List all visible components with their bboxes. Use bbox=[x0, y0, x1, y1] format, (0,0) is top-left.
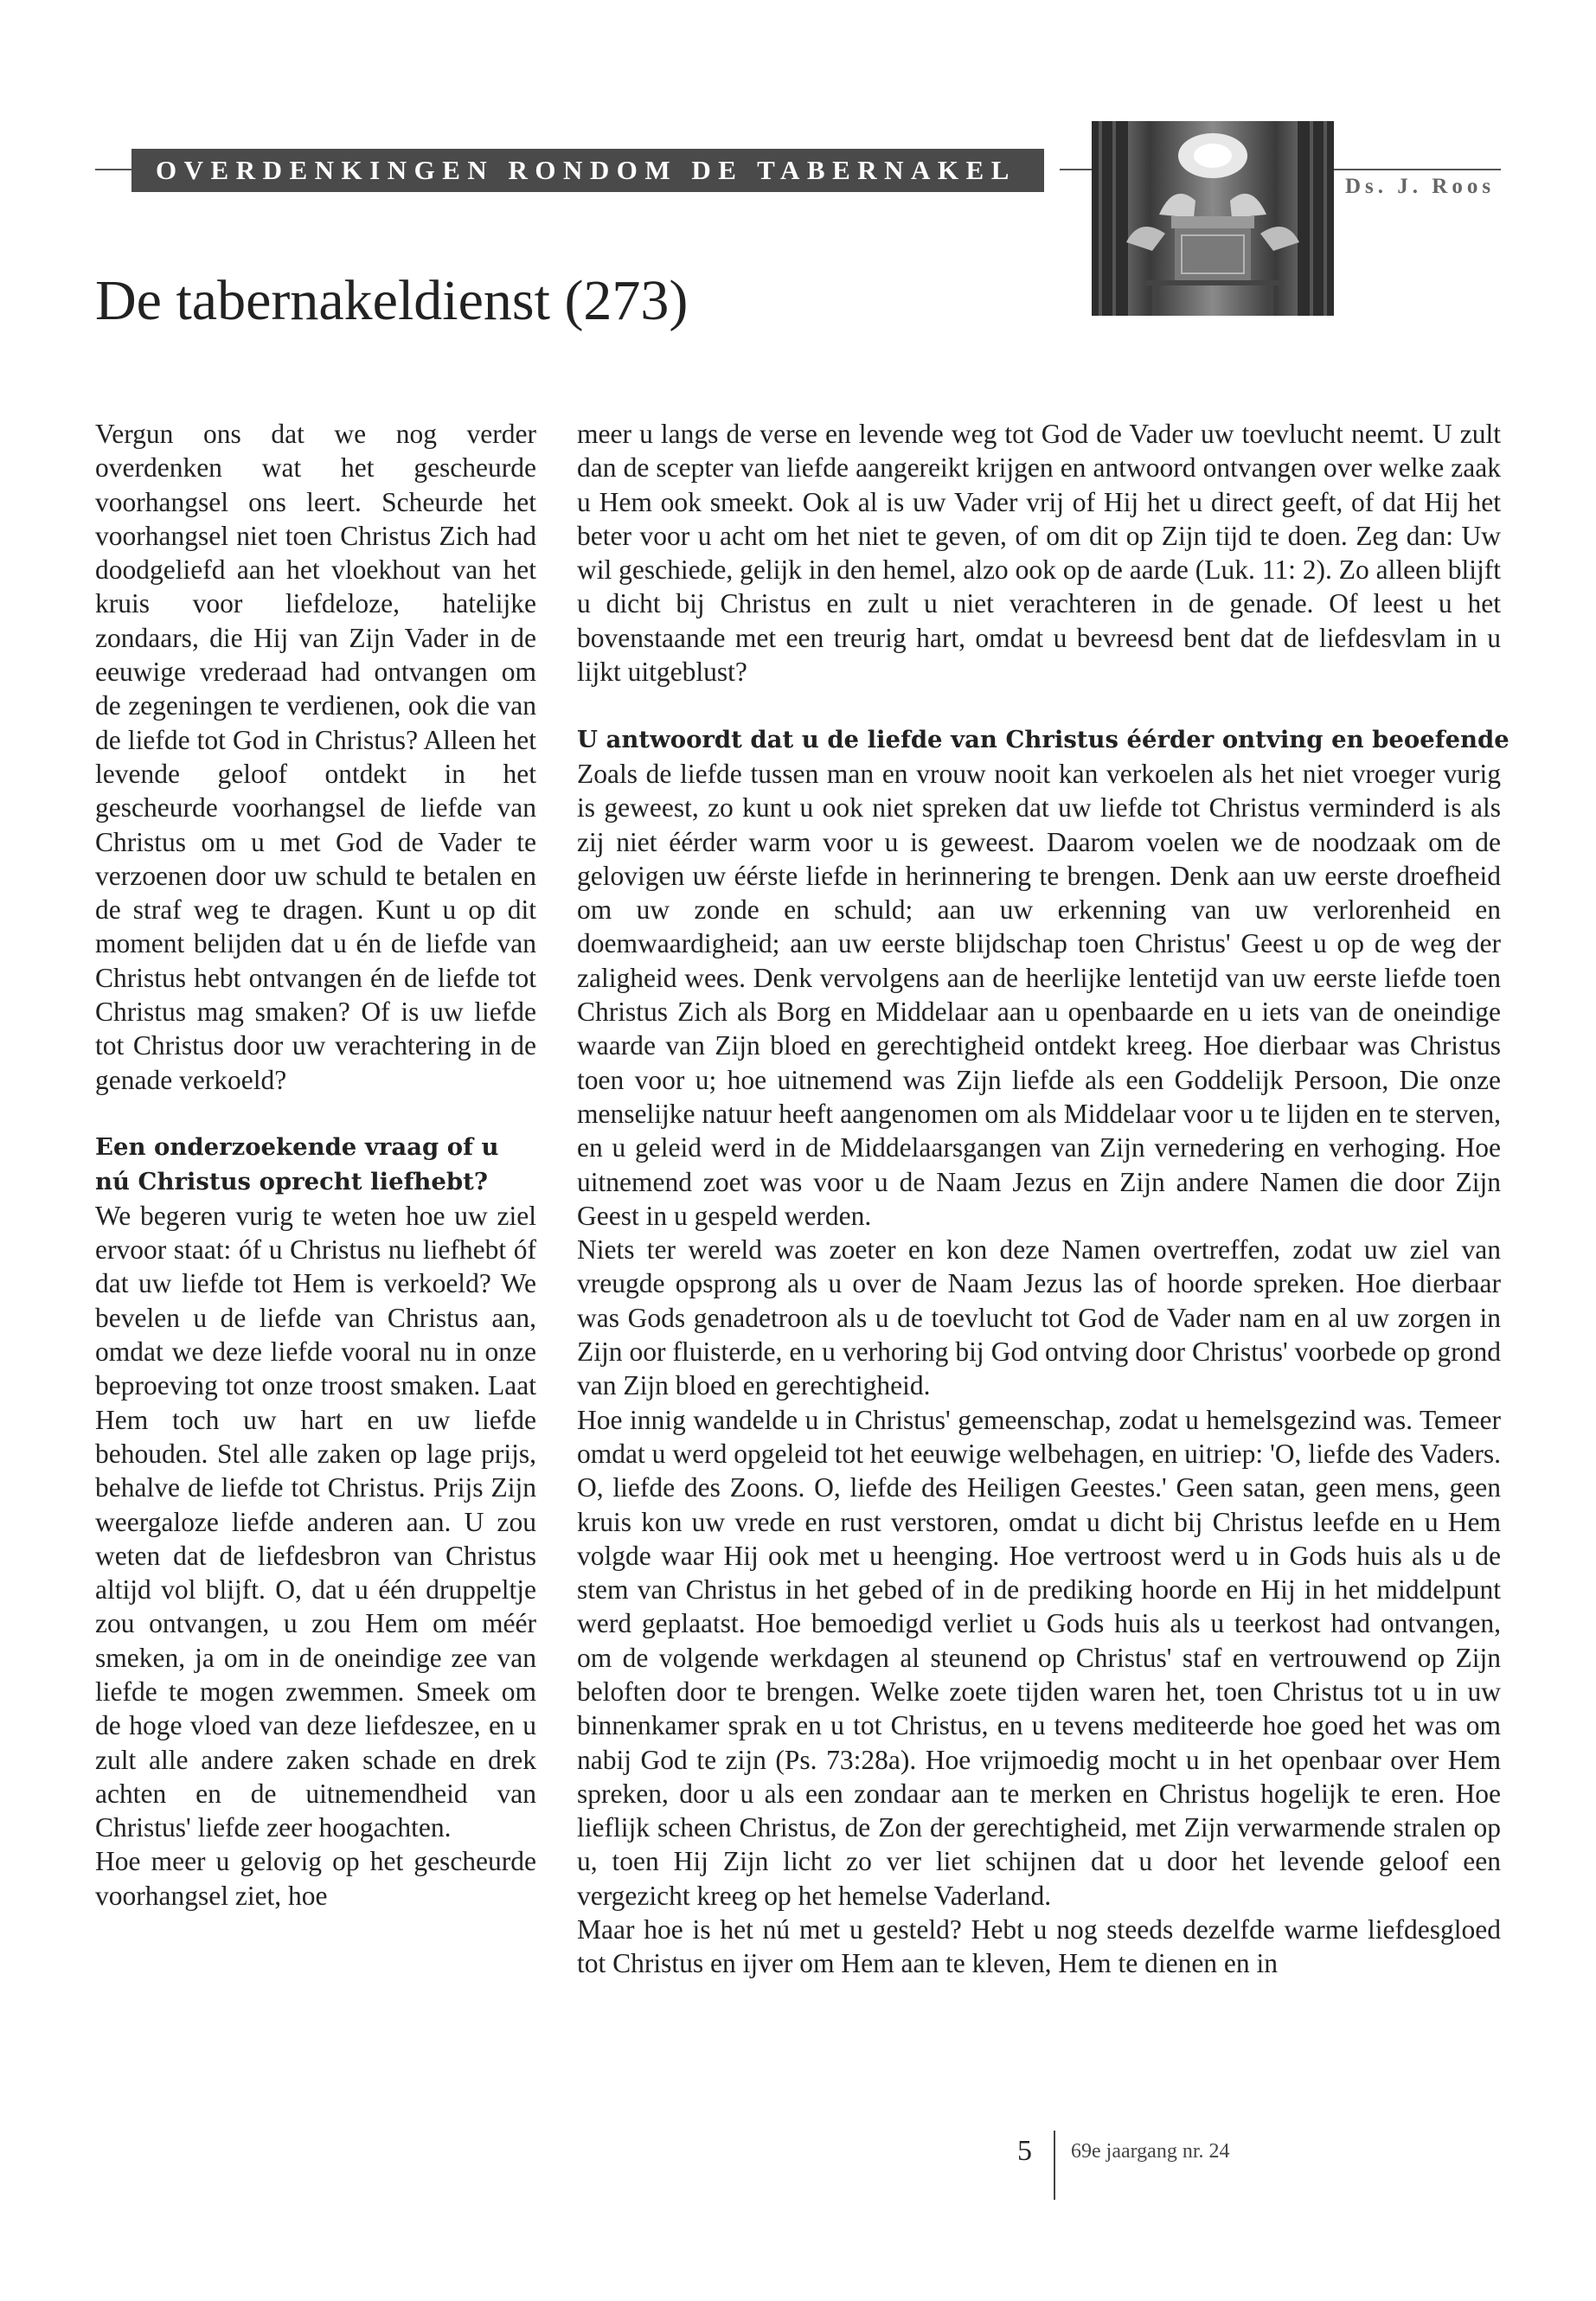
left-paragraph-1: Vergun ons dat we nog verder overdenken wat het gescheurde voorhangsel ons leert. Scheurde het voorhangsel niet toen Christus Zich had doodgeliefd aan het vloekhout van het kruis voor liefdeloze, hatelijke zondaars, die Hij van Zijn Vader in de eeuwige vrederaad had ontvangen om de zegeningen te verdienen, ook die van de liefde tot God in Christus? Alleen het levende geloof ontdekt in het gescheurde voorhangsel de liefde van Christus om u met God de Vader te verzoenen door uw schuld te betalen en de straf weg te dragen. Kunt u op dit moment belijden dat u én de liefde van Christus hebt ontvangen én de liefde tot Christus mag smaken? Of is uw liefde tot Christus door uw verachtering in de genade verkoeld? bbox=[95, 419, 536, 1095]
left-paragraph-2: We begeren vurig te weten hoe uw ziel ervoor staat: óf u Christus nu liefhebt óf dat uw liefde tot Hem is verkoeld? We bevelen u de liefde van Christus aan, omdat we deze liefde vooral nu in onze beproeving tot onze troost smaken. Laat Hem toch uw hart en uw liefde behouden. Stel alle zaken op lage prijs, behalve de liefde tot Christus. Prijs Zijn weergaloze liefde anderen aan. U zou weten dat de liefdesbron van Christus altijd vol blijft. O, dat u één druppeltje zou ontvangen, u zou Hem om méér smeken, ja om in de oneindige zee van liefde te mogen zwemmen. Smeek om de hoge vloed van deze liefdeszee, en u zult alle andere zaken schade en drek achten en de uitnemendheid van Christus' liefde zeer hoogachten. bbox=[95, 1200, 536, 1843]
left-column bbox=[95, 417, 536, 1913]
footer-divider bbox=[1054, 2131, 1055, 2200]
issue-info: 69e jaargang nr. 24 bbox=[1071, 2140, 1230, 2163]
ark-illustration-graphic bbox=[1092, 121, 1334, 316]
right-paragraph-2: Zoals de liefde tussen man en vrouw nooit kan verkoelen als het niet vroeger vurig is geweest, zo kunt u ook niet spreken dat uw liefde tot Christus verminderd is als zij niet éérder warm voor u is geweest. Daarom voelen we de noodzaak om de gelovigen uw éérste liefde in herinnering te brengen. Denk aan uw eerste droefheid om uw zonde en schuld; aan uw erkenning van uw verlorenheid en doemwaardigheid; aan uw eerste blijdschap toen Christus' Geest u op de weg der zaligheid wees. Denk vervolgens aan de heerlijke lentetijd van uw eerste liefde toen Christus Zich als Borg en Middelaar aan u openbaarde en u iets van de oneindige waarde van Zijn bloed en gerechtigheid ontdekt kreeg. Hoe dierbaar was Christus toen voor u; hoe uitnemend was Zijn liefde als een Goddelijk Persoon, Die onze menselijke natuur heeft aangenomen om als Middelaar voor u te lijden en te sterven, en u geleid werd in de Middelaarsgangen van Zijn vernedering en verhoging. Hoe uitnemend zoet was voor u de Naam Jezus en Zijn andere Namen die door Zijn Geest in u gespeld werden. bbox=[577, 758, 1501, 1231]
left-paragraph-3: Hoe meer u gelovig op het gescheurde voorhangsel ziet, hoe bbox=[95, 1846, 536, 1911]
series-title: OVERDENKINGEN RONDOM DE TABERNAKEL bbox=[131, 149, 1044, 192]
right-paragraph-4: Hoe innig wandelde u in Christus' gemeenschap, zodat u hemelsgezind was. Temeer omdat u werd opgeleid tot het eeuwige welbehagen, en uitriep: 'O, liefde des Vaders. O, liefde des Zoons. O, liefde des Heiligen Geestes.' Geen satan, geen mens, geen kruis kon uw vrede en rust verstoren, omdat u dicht bij Christus leefde en u Hem volgde waar Hij ook met u heenging. Hoe vertroost werd u in Gods huis als u de stem van Christus in het gebed of in de prediking hoorde en Hij in het middelpunt werd geplaatst. Hoe bemoedigd verliet u Gods huis als u teerkost had ontvangen, om de volgende werkdagen al steunend op Christus' staf en vertrouwend op Zijn beloften door te brengen. Welke zoete tijden waren het, toen Christus tot u in uw binnenkamer sprak en u tot Christus, en u tevens mediteerde hoe goed het was om nabij God te zijn (Ps. 73:28a). Hoe vrijmoedig mocht u in het openbaar over Hem spreken, door u als een zondaar aan te merken en Christus hogelijk te eren. Hoe lieflijk scheen Christus, de Zon der gerechtigheid, met Zijn verwarmende stralen op u, toen Hij Zijn licht zo ver liet schijnen dat u door het levende geloof een vergezicht kreeg op het hemelse Vaderland. bbox=[577, 1404, 1501, 1911]
right-section-heading: U antwoordt dat u de liefde van Christus éérder ontving en beoefende bbox=[577, 725, 1509, 753]
author-name: Ds. J. Roos bbox=[1345, 175, 1496, 198]
left-section-heading: Een onderzoekende vraag of u nú Christus oprecht liefhebt? bbox=[95, 1133, 499, 1195]
right-column bbox=[577, 417, 1509, 1981]
ark-of-covenant-illustration bbox=[1092, 121, 1334, 316]
right-paragraph-5: Maar hoe is het nú met u gesteld? Hebt u nog steeds dezelfde warme liefdesgloed tot Christus en ijver om Hem aan te kleven, Hem te dienen en in bbox=[577, 1914, 1501, 1979]
left-paragraph-gap bbox=[95, 1097, 536, 1131]
right-paragraph-1: meer u langs de verse en levende weg tot God de Vader uw toevlucht neemt. U zult dan de scepter van liefde aangereikt krijgen en antwoord ontvangen over welke zaak u Hem ook smeekt. Ook al is uw Vader vrij of Hij het u direct geeft, of dat Hij het beter voor u acht om het niet te geven, of om dit op Zijn tijd te doen. Zeg dan: Uw wil geschiede, gelijk in den hemel, alzo ook op de aarde (Luk. 11: 2). Zo alleen blijft u dicht bij Christus en zult u niet verachteren in de genade. Of leest u het bovenstaande met een treurig hart, omdat u bevreesd bent dat de liefdesvlam in u lijkt uitgeblust? bbox=[577, 419, 1501, 688]
article-title: De tabernakeldienst (273) bbox=[95, 269, 689, 332]
right-paragraph-3: Niets ter wereld was zoeter en kon deze Namen overtreffen, zodat uw ziel van vreugde opsprong als u over de Naam Jezus las of hoorde spreken. Hoe dierbaar was Gods genadetroon als u de toevlucht tot God de Vader nam en al uw zorgen in Zijn oor fluisterde, en u verhoring bij God ontving door Christus' voorbede op grond van Zijn bloed en gerechtigheid. bbox=[577, 1234, 1501, 1401]
right-paragraph-gap bbox=[577, 689, 1501, 722]
page-number: 5 bbox=[1017, 2135, 1032, 2167]
